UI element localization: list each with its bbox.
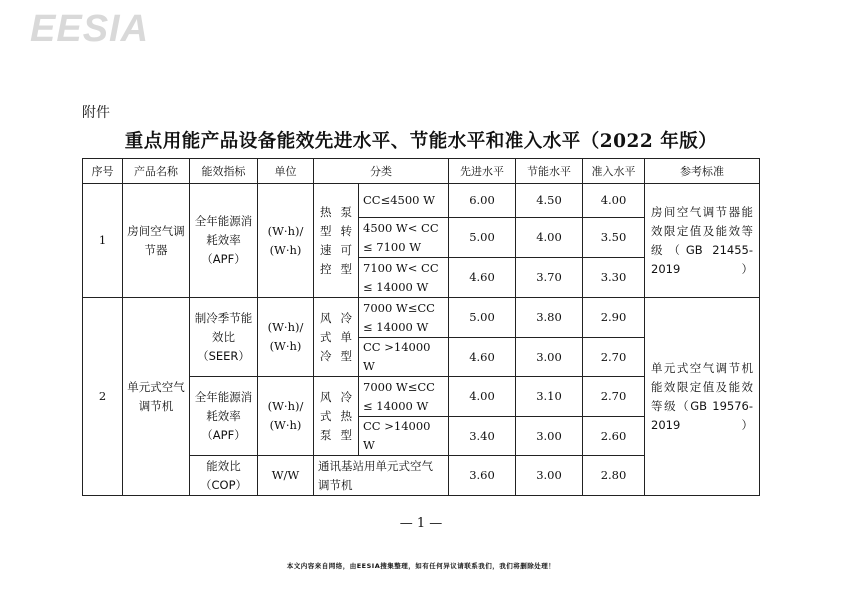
cell-advanced: 5.00 <box>449 298 516 338</box>
cell-class: CC≤4500 W <box>359 184 449 218</box>
cell-class: 7100 W< CC ≤ 14000 W <box>359 258 449 298</box>
document-title: 重点用能产品设备能效先进水平、节能水平和准入水平（2022 年版） <box>124 131 718 152</box>
cell-entry: 2.70 <box>583 377 645 417</box>
table-row <box>83 184 760 218</box>
cell-product: 房间空气调节器 <box>123 184 190 298</box>
cell-advanced: 3.40 <box>449 417 516 456</box>
cell-advanced: 4.00 <box>449 377 516 417</box>
cell-unit: (W·h)/ (W·h) <box>258 298 314 377</box>
cell-metric: 全年能源消耗效率（APF） <box>190 184 258 298</box>
cell-entry: 2.90 <box>583 298 645 338</box>
cell-type: 风冷式单冷型 <box>314 298 359 377</box>
cell-metric: 全年能源消耗效率（APF） <box>190 377 258 456</box>
header-row <box>83 159 760 184</box>
header-product: 产品名称 <box>123 159 190 184</box>
cell-type: 热泵型转速可控型 <box>314 184 359 298</box>
cell-type: 通讯基站用单元式空气调节机 <box>314 456 449 496</box>
cell-entry: 4.00 <box>583 184 645 218</box>
cell-entry: 2.60 <box>583 417 645 456</box>
cell-saving: 3.00 <box>516 456 583 496</box>
cell-entry: 3.50 <box>583 218 645 258</box>
header-unit: 单位 <box>258 159 314 184</box>
header-metric: 能效指标 <box>190 159 258 184</box>
cell-standard: 单元式空气调节机能效限定值及能效等级（GB 19576-2019） <box>645 298 760 496</box>
header-saving: 节能水平 <box>516 159 583 184</box>
cell-entry: 3.30 <box>583 258 645 298</box>
cell-metric: 能效比（COP） <box>190 456 258 496</box>
table-row <box>83 298 760 338</box>
cell-saving: 3.00 <box>516 338 583 377</box>
cell-metric: 制冷季节能效比（SEER） <box>190 298 258 377</box>
eesia-logo: EESIA <box>30 8 150 50</box>
cell-advanced: 3.60 <box>449 456 516 496</box>
cell-unit: (W·h)/ (W·h) <box>258 377 314 456</box>
cell-unit: W/W <box>258 456 314 496</box>
footer-note: 本文内容来自网络，由EESIA搜集整理，如有任何异议请联系我们，我们将删除处理！ <box>286 562 556 570</box>
cell-product: 单元式空气调节机 <box>123 298 190 496</box>
cell-saving: 3.10 <box>516 377 583 417</box>
cell-advanced: 4.60 <box>449 258 516 298</box>
page-number: — 1 — <box>399 516 443 531</box>
cell-standard: 房间空气调节器能效限定值及能效等级（GB 21455-2019） <box>645 184 760 298</box>
cell-saving: 3.80 <box>516 298 583 338</box>
cell-class: 7000 W≤CC ≤ 14000 W <box>359 298 449 338</box>
cell-entry: 2.70 <box>583 338 645 377</box>
cell-class: CC >14000 W <box>359 338 449 377</box>
header-standard: 参考标准 <box>645 159 760 184</box>
cell-advanced: 4.60 <box>449 338 516 377</box>
header-advanced: 先进水平 <box>449 159 516 184</box>
cell-class: 4500 W< CC ≤ 7100 W <box>359 218 449 258</box>
cell-no: 1 <box>83 184 123 298</box>
cell-class: 7000 W≤CC ≤ 14000 W <box>359 377 449 417</box>
header-class: 分类 <box>314 159 449 184</box>
cell-unit: (W·h)/ (W·h) <box>258 184 314 298</box>
cell-saving: 3.00 <box>516 417 583 456</box>
cell-saving: 4.50 <box>516 184 583 218</box>
cell-no: 2 <box>83 298 123 496</box>
cell-advanced: 5.00 <box>449 218 516 258</box>
cell-advanced: 6.00 <box>449 184 516 218</box>
efficiency-table <box>82 158 760 496</box>
cell-saving: 4.00 <box>516 218 583 258</box>
header-no: 序号 <box>83 159 123 184</box>
header-entry: 准入水平 <box>583 159 645 184</box>
cell-saving: 3.70 <box>516 258 583 298</box>
cell-type: 风冷式热泵型 <box>314 377 359 456</box>
cell-class: CC >14000 W <box>359 417 449 456</box>
cell-entry: 2.80 <box>583 456 645 496</box>
attachment-label: 附件 <box>82 105 110 121</box>
